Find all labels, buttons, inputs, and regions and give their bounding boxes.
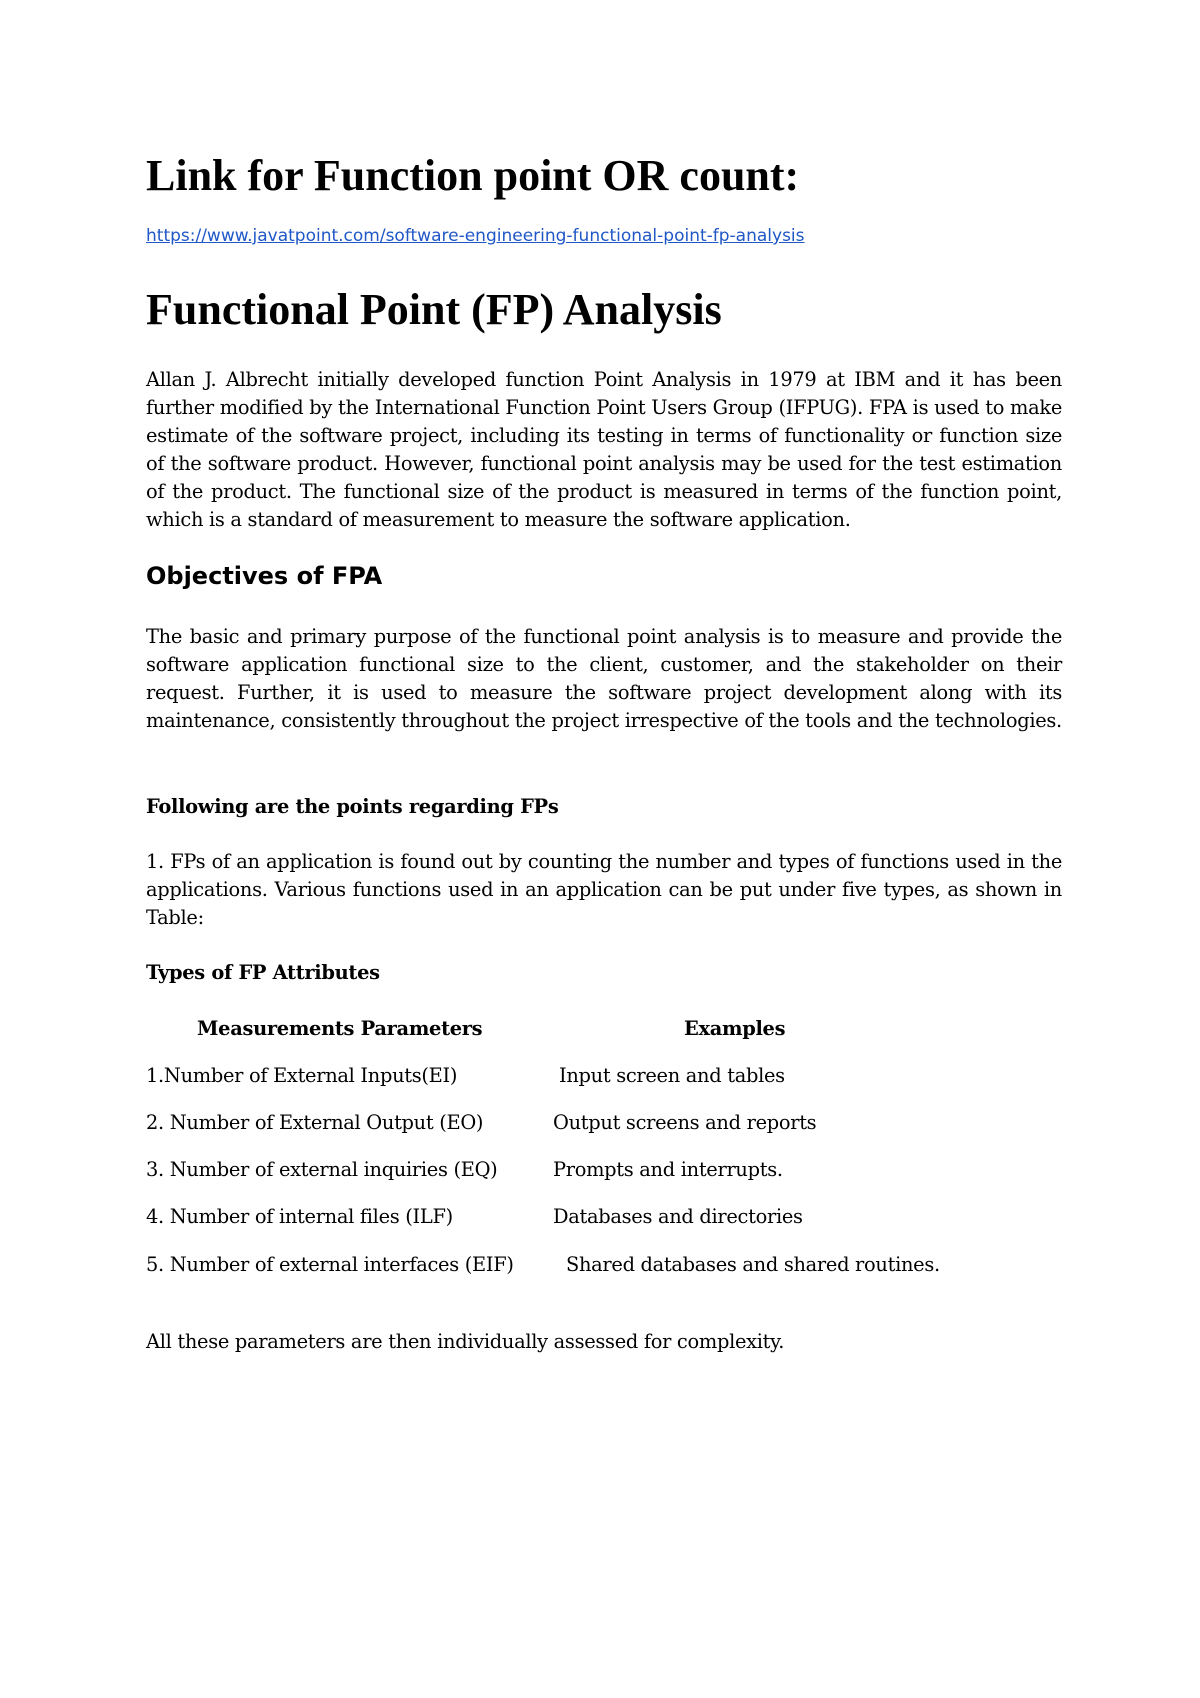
table-cell-parameter: 1.Number of External Inputs(EI) bbox=[146, 1064, 458, 1087]
table-row bbox=[146, 1156, 1062, 1184]
table-cell-example: Databases and directories bbox=[553, 1205, 803, 1228]
page-title: Functional Point (FP) Analysis bbox=[146, 285, 722, 334]
types-heading: Types of FP Attributes bbox=[146, 961, 380, 984]
document-page bbox=[146, 0, 1062, 1698]
table-cell-parameter: 4. Number of internal files (ILF) bbox=[146, 1205, 453, 1228]
table-cell-parameter: 5. Number of external interfaces (EIF) bbox=[146, 1253, 514, 1276]
table-row bbox=[146, 1203, 1062, 1231]
link-heading: Link for Function point OR count: bbox=[146, 151, 800, 200]
javatpoint-link[interactable]: https://www.javatpoint.com/software-engineering-functional-point-fp-analysis bbox=[146, 226, 805, 246]
table-cell-parameter: 3. Number of external inquiries (EQ) bbox=[146, 1158, 498, 1181]
table-cell-parameter: 2. Number of External Output (EO) bbox=[146, 1111, 484, 1134]
closing-text: All these parameters are then individually assessed for complexity. bbox=[146, 1330, 785, 1353]
table-row bbox=[146, 1109, 1062, 1137]
table-cell-example: Input screen and tables bbox=[559, 1064, 785, 1087]
point-1-paragraph: 1. FPs of an application is found out by counting the number and types of functions used in the applications. Various functions used in an application can be put under five types, as shown in Table: bbox=[146, 850, 1062, 929]
table-row bbox=[146, 1251, 1062, 1279]
objectives-paragraph: The basic and primary purpose of the functional point analysis is to measure and provide the software application functional size to the client, customer, and the stakeholder on their request. Further, it is used to measure the software project development along with its maintenance, consistently throughout the project irrespective of the tools and the technologies. bbox=[146, 625, 1062, 732]
points-heading: Following are the points regarding FPs bbox=[146, 795, 559, 818]
table-cell-example: Output screens and reports bbox=[553, 1111, 817, 1134]
table-cell-example: Prompts and interrupts. bbox=[553, 1158, 783, 1181]
table-header-examples: Examples bbox=[684, 1017, 786, 1040]
table-header-parameters: Measurements Parameters bbox=[197, 1017, 483, 1040]
objectives-heading: Objectives of FPA bbox=[146, 562, 383, 590]
table-row bbox=[146, 1062, 1062, 1090]
table-cell-example: Shared databases and shared routines. bbox=[566, 1253, 940, 1276]
intro-paragraph: Allan J. Albrecht initially developed function Point Analysis in 1979 at IBM and it has been further modified by the International Function Point Users Group (IFPUG). FPA is used to make estimate of the software project, including its testing in terms of functionality or function size of the software product. However, functional point analysis may be used for the test estimation of the product. The functional size of the product is measured in terms of the function point, which is a standard of measurement to measure the software application. bbox=[146, 368, 1062, 531]
